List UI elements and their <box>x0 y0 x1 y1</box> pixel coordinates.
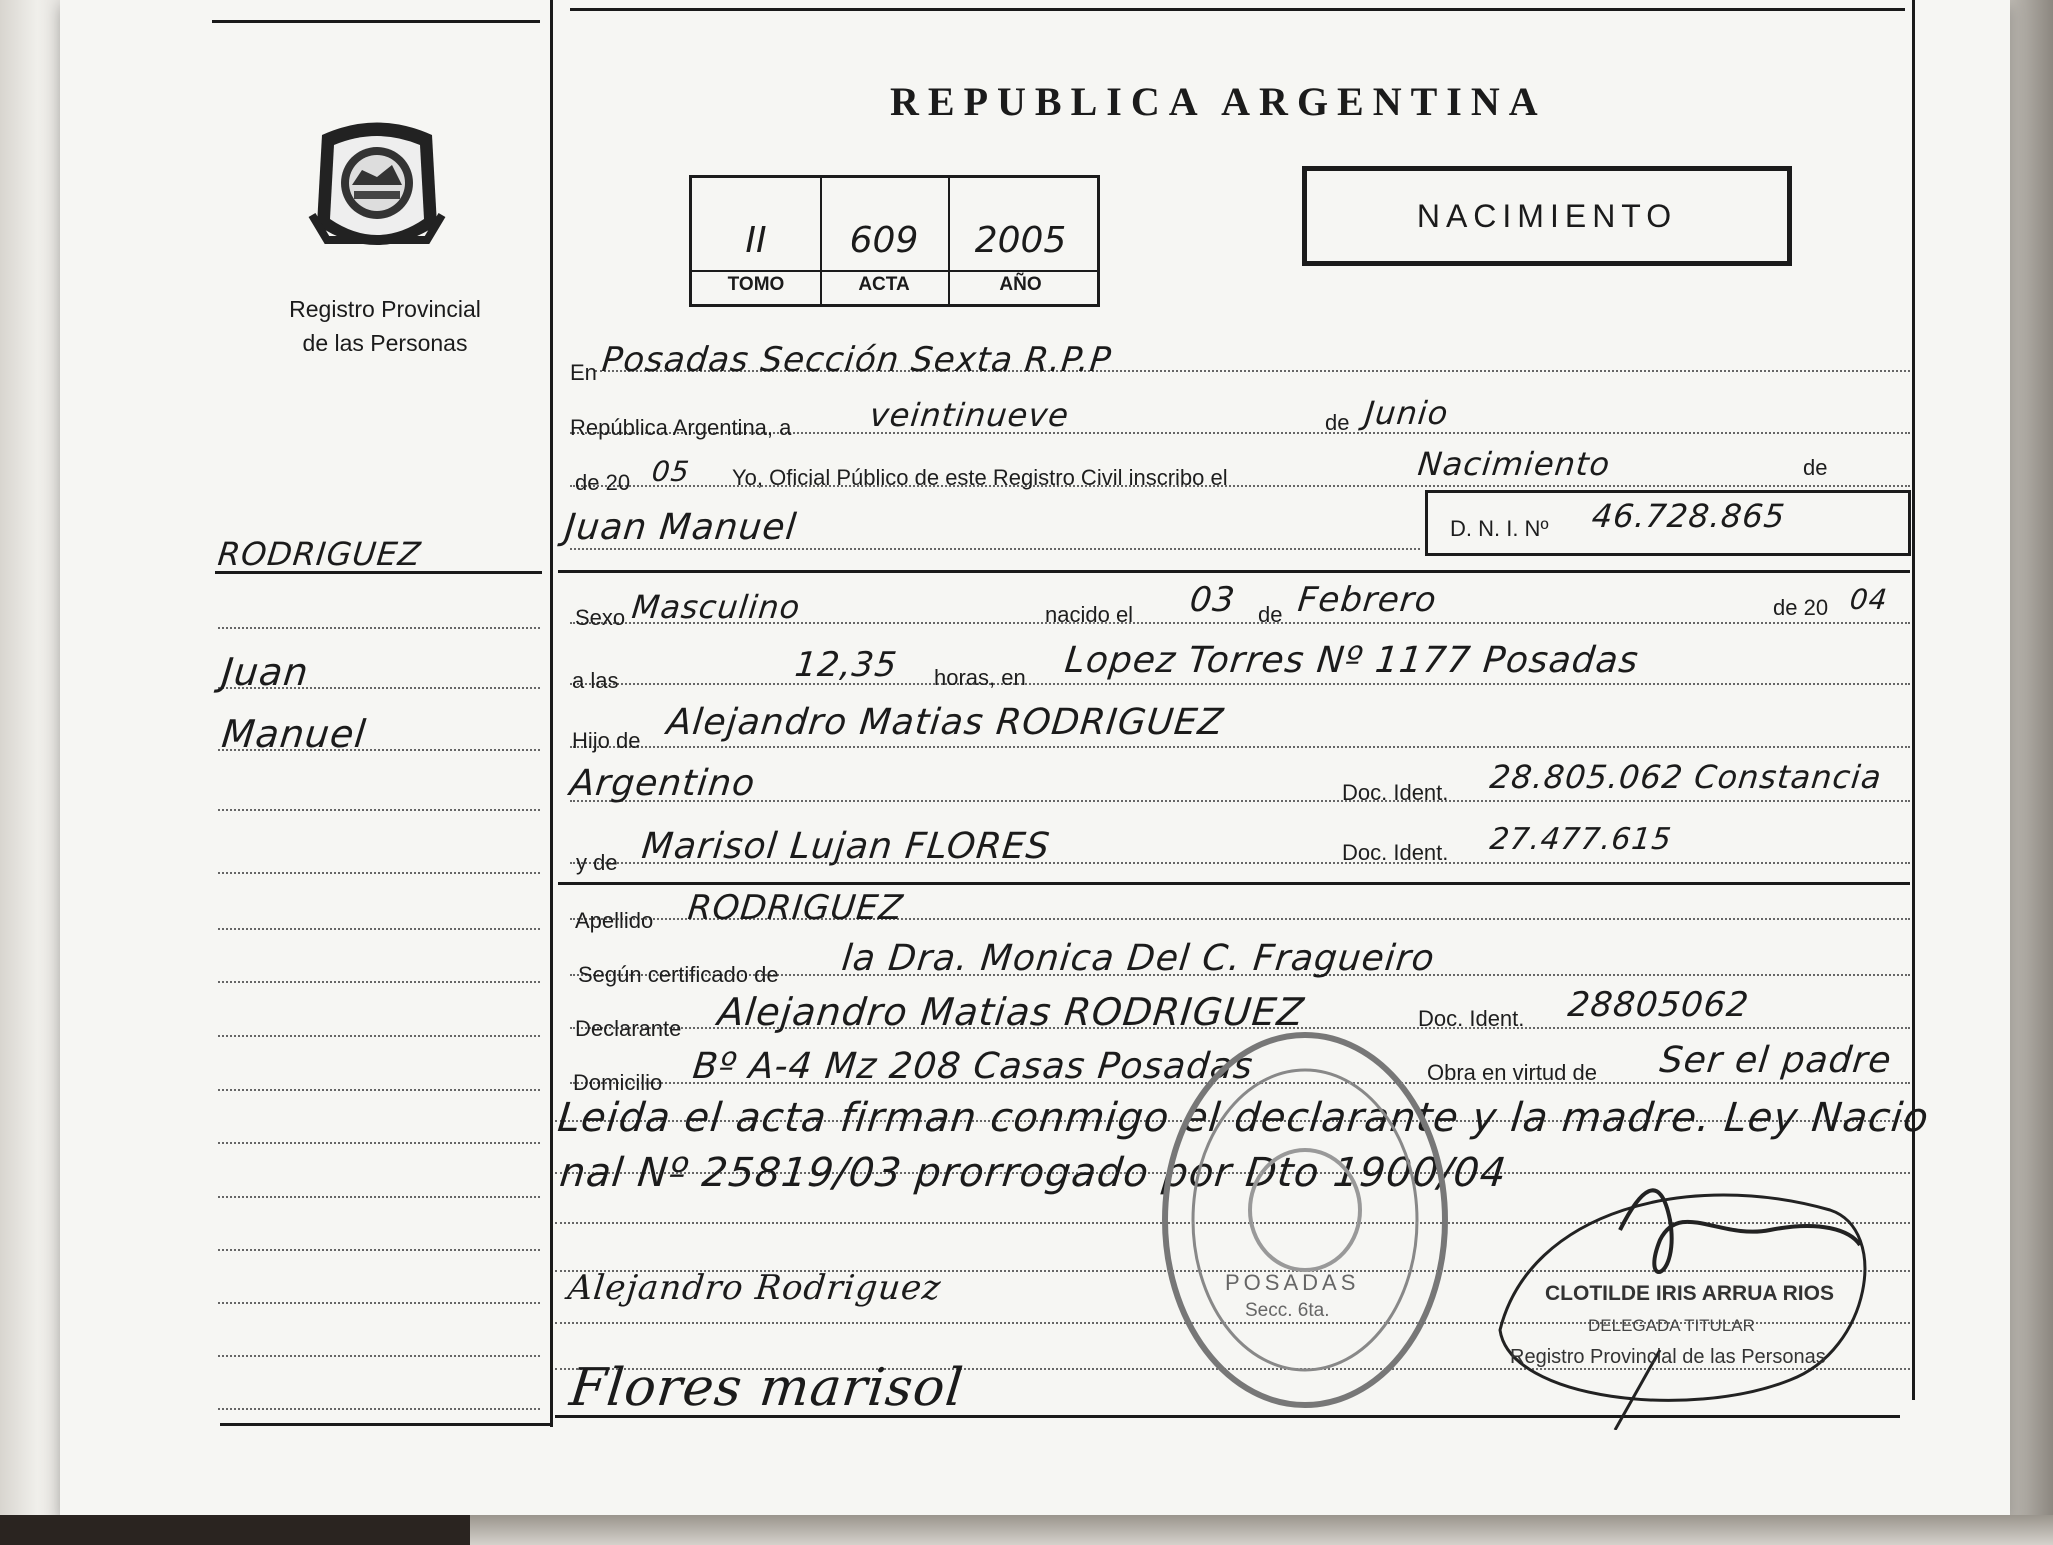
acta-type-label: NACIMIENTO <box>1416 197 1678 234</box>
right-border <box>1912 0 1915 1400</box>
padre-nac-value: Argentino <box>567 763 758 804</box>
official-stamp-icon <box>1150 1020 1460 1420</box>
tomo-label: TOMO <box>727 274 785 295</box>
stamp-section: Secc. 6ta. <box>1245 1300 1330 1321</box>
declarante-doc-label: Doc. Ident. <box>1418 1006 1525 1031</box>
form-rule-main <box>558 570 1910 573</box>
left-dots-15 <box>218 1408 540 1410</box>
oficial-text: Yo, Oficial Público de este Registro Civil inscribo el <box>732 465 1228 490</box>
tomo-value: II <box>745 220 767 261</box>
ano-label: AÑO <box>999 274 1042 295</box>
left-name-1: Juan <box>219 650 311 694</box>
nota-line-1: Leida el acta firman conmigo el declarante y la madre. Ley Nacio <box>555 1095 1932 1141</box>
yde-label: y de <box>576 850 618 875</box>
obra-value: Ser el padre <box>1657 1040 1894 1081</box>
nombre-value: Juan Manuel <box>562 507 799 548</box>
certificado-value: la Dra. Monica Del C. Fragueiro <box>839 938 1437 979</box>
padre-doc-value: 28.805.062 Constancia <box>1488 758 1884 796</box>
left-dots-5 <box>218 872 540 874</box>
left-dots-7 <box>218 981 540 983</box>
left-dots-6 <box>218 928 540 930</box>
sexo-label: Sexo <box>575 605 626 630</box>
hora-value: 12,35 <box>792 645 900 685</box>
apellido-value: RODRIGUEZ <box>685 888 906 928</box>
acta-cell <box>820 178 950 304</box>
nac-mes-value: Febrero <box>1295 580 1439 620</box>
registry-line-1: Registro Provincial <box>289 296 481 322</box>
republica-label: República Argentina, a <box>570 415 792 440</box>
province-seal-icon <box>302 115 452 265</box>
anio-value: 05 <box>650 455 692 488</box>
lugar-value: Posadas Sección Sexta R.P.P <box>599 340 1114 380</box>
ano-cell <box>948 178 1093 304</box>
registrar-role: DELEGADA TITULAR <box>1588 1316 1755 1335</box>
de-label-2: de <box>1803 455 1828 480</box>
form-dots-7 <box>570 746 1910 748</box>
left-dots-12 <box>218 1249 540 1251</box>
padre-value: Alejandro Matias RODRIGUEZ <box>664 702 1226 743</box>
registrar-org: Registro Provincial de las Personas <box>1510 1346 1826 1368</box>
nota-line-2: nal Nº 25819/03 prorrogado por Dto 1900/04 <box>557 1150 1509 1196</box>
acta-type-box <box>1302 166 1792 266</box>
segun-label: Según certificado de <box>578 962 779 987</box>
nac-de-label: de <box>1258 602 1283 627</box>
left-dots-14 <box>218 1355 540 1357</box>
de20-label: de 20 <box>575 470 631 495</box>
dia-value: veintinueve <box>868 396 1072 434</box>
stamp-city: POSADAS <box>1225 1270 1360 1295</box>
lugar-nac-value: Lopez Torres Nº 1177 Posadas <box>1062 640 1641 681</box>
left-surname: RODRIGUEZ <box>216 535 424 573</box>
dni-value: 46.728.865 <box>1590 497 1788 535</box>
acta-label: ACTA <box>858 274 910 295</box>
left-dots-9 <box>218 1089 540 1091</box>
left-dots-10 <box>218 1142 540 1144</box>
record-number-box <box>689 175 1100 307</box>
form-dots-6 <box>570 683 1910 685</box>
form-rule-2 <box>558 882 1910 885</box>
domicilio-value: Bº A-4 Mz 208 Casas Posadas <box>690 1046 1256 1087</box>
nac-dia-value: 03 <box>1187 580 1238 620</box>
sexo-value: Masculino <box>630 588 803 626</box>
de-label-1: de <box>1325 410 1350 435</box>
domicilio-label: Domicilio <box>573 1070 663 1095</box>
book-spine <box>0 0 62 1515</box>
mes-value: Junio <box>1363 394 1451 432</box>
madre-value: Marisol Lujan FLORES <box>639 826 1053 867</box>
madre-doc-label: Doc. Ident. <box>1342 840 1449 865</box>
left-dots-8 <box>218 1035 540 1037</box>
declarante-doc-value: 28805062 <box>1565 985 1752 1025</box>
ano-value: 2005 <box>974 220 1067 261</box>
obra-label: Obra en virtud de <box>1427 1060 1597 1085</box>
left-dots-11 <box>218 1196 540 1198</box>
hijo-label: Hijo de <box>572 728 641 753</box>
dni-label: D. N. I. Nº <box>1450 516 1549 541</box>
apellido-label: Apellido <box>575 908 654 933</box>
padre-doc-label: Doc. Ident. <box>1342 780 1449 805</box>
nac-anio-value: 04 <box>1848 583 1890 616</box>
horas-en-label: horas, en <box>934 665 1026 690</box>
nacido-label: nacido el <box>1045 602 1134 627</box>
alas-label: a las <box>572 668 619 693</box>
registry-line-2: de las Personas <box>302 330 468 356</box>
form-dots-4 <box>570 548 1420 550</box>
inscripcion-value: Nacimiento <box>1416 445 1613 483</box>
madre-doc-value: 27.477.615 <box>1488 822 1674 857</box>
firma-madre: Flores marisol <box>566 1358 967 1418</box>
registry-name <box>250 292 520 360</box>
left-bottom-rule <box>220 1423 552 1426</box>
top-rule-left <box>212 20 540 23</box>
form-dots-8 <box>570 800 1910 802</box>
acta-value: 609 <box>849 220 919 261</box>
country-title: REPUBLICA ARGENTINA <box>890 79 1547 124</box>
registrar-name: CLOTILDE IRIS ARRUA RIOS <box>1545 1282 1834 1305</box>
declarante-label: Declarante <box>575 1016 682 1041</box>
en-label: En <box>570 360 597 385</box>
nac-de20-label: de 20 <box>1773 595 1829 620</box>
tomo-cell <box>692 178 822 304</box>
dark-edge <box>0 1515 470 1545</box>
firma-declarante: Alejandro Rodriguez <box>565 1268 944 1308</box>
top-rule-right <box>570 8 1905 11</box>
declarante-value: Alejandro Matias RODRIGUEZ <box>715 990 1307 1034</box>
left-dots-4 <box>218 809 540 811</box>
column-divider <box>550 0 553 1427</box>
left-dots-1 <box>218 627 540 629</box>
left-dots-13 <box>218 1302 540 1304</box>
left-name-2: Manuel <box>219 712 369 756</box>
